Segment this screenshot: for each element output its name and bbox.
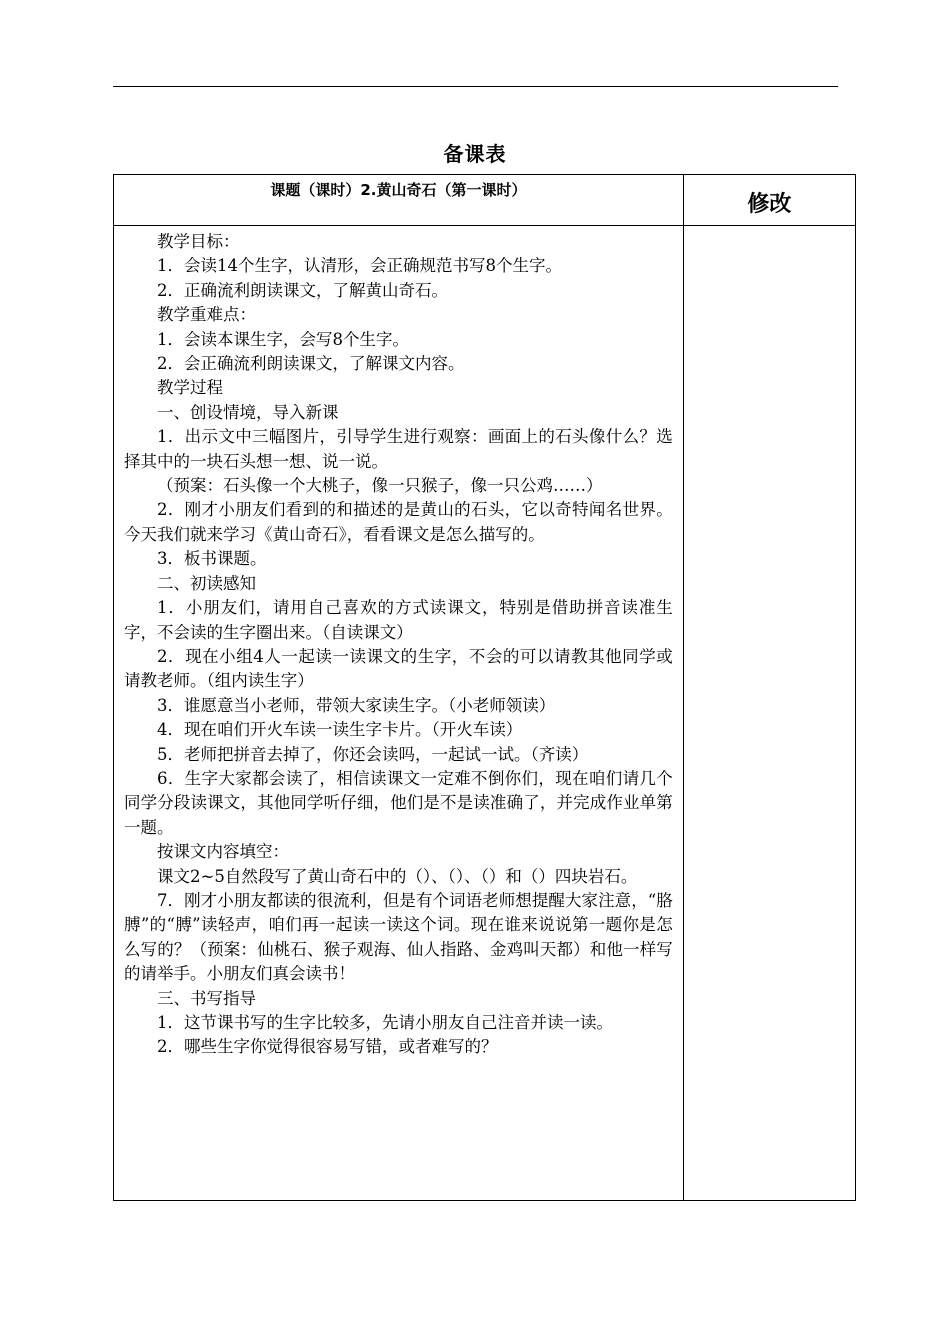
document-title: 备课表 [443, 142, 507, 166]
content-line: 一、创设情境，导入新课 [157, 402, 339, 422]
content-line: 2．正确流利朗读课文，了解黄山奇石。 [157, 280, 448, 300]
revision-title: 修改 [747, 192, 792, 217]
content-line: 3．板书课题。 [157, 549, 267, 569]
content-line: 2．哪些生字你觉得很容易写错，或者难写的？ [157, 1037, 498, 1057]
table-header-row [114, 175, 856, 226]
table-body-row [114, 226, 856, 1201]
content-line: 1．会读14个生字，认清形，会正确规范书写8个生字。 [157, 256, 562, 276]
lesson-content-cell [114, 226, 684, 1201]
content-line: 4．现在咱们开火车读一读生字卡片。（开火车读） [157, 720, 523, 740]
content-line: 教学目标： [157, 232, 240, 251]
content-line: 教学重难点： [157, 305, 256, 325]
content-line: 教学过程 [157, 378, 223, 398]
content-line: 按课文内容填空： [157, 842, 289, 862]
content-line: 二、初读感知 [157, 573, 256, 593]
content-line: 1．出示文中三幅图片，引导学生进行观察：画面上的石头像什么？选择其中的一块石头想一想、说一说。 [124, 427, 673, 471]
content-line: 1．会读本课生字，会写8个生字。 [157, 329, 409, 349]
content-line: 三、书写指导 [157, 988, 256, 1008]
content-line: 2．会正确流利朗读课文，了解课文内容。 [157, 354, 465, 374]
content-line: 1．小朋友们，请用自己喜欢的方式读课文，特别是借助拼音读准生字，不会读的生字圈出来。（自读课文） [124, 598, 673, 642]
lesson-header-cell [114, 175, 684, 226]
lesson-title: 课题（课时）2.黄山奇石（第一课时） [270, 181, 527, 199]
content-line: 3．谁愿意当小老师，带领大家读生字。（小老师领读） [157, 695, 556, 715]
content-line: 6．生字大家都会读了，相信读课文一定难不倒你们，现在咱们请几个同学分段读课文，其他同学听仔细，他们是不是读准确了，并完成作业单第一题。 [124, 768, 673, 837]
revision-notes-cell [683, 226, 855, 1201]
revision-header-cell [683, 175, 855, 226]
content-line: （预案：石头像一个大桃子，像一只猴子，像一只公鸡……） [157, 476, 603, 496]
lesson-plan-table [113, 174, 856, 1201]
content-line: 2．现在小组4人一起读一读课文的生字，不会的可以请教其他同学或请教老师。（组内读生字） [124, 646, 673, 691]
content-line: 5．老师把拼音去掉了，你还会读吗，一起试一试。（齐读） [157, 744, 589, 764]
content-line: 1．这节课书写的生字比较多，先请小朋友自己注音并读一读。 [157, 1013, 613, 1032]
content-line: 课文2~5自然段写了黄山奇石中的（）、（）、（）和（）四块岩石。 [157, 866, 638, 886]
header-rule [113, 86, 838, 87]
content-line: 2．刚才小朋友们看到的和描述的是黄山的石头，它以奇特闻名世界。今天我们就来学习《黄山奇石》，看看课文是怎么描写的。 [124, 500, 673, 544]
content-line: 7．刚才小朋友都读的很流利，但是有个词语老师想提醒大家注意，“胳膊”的“膊”读轻声，咱们再一起读一读这个词。现在谁来说说第一题你是怎么写的？（预案：仙桃石、猴子观海、仙人指路、金鸡叫天都）和他一样写的请举手。小朋友们真会读书！ [124, 890, 673, 984]
